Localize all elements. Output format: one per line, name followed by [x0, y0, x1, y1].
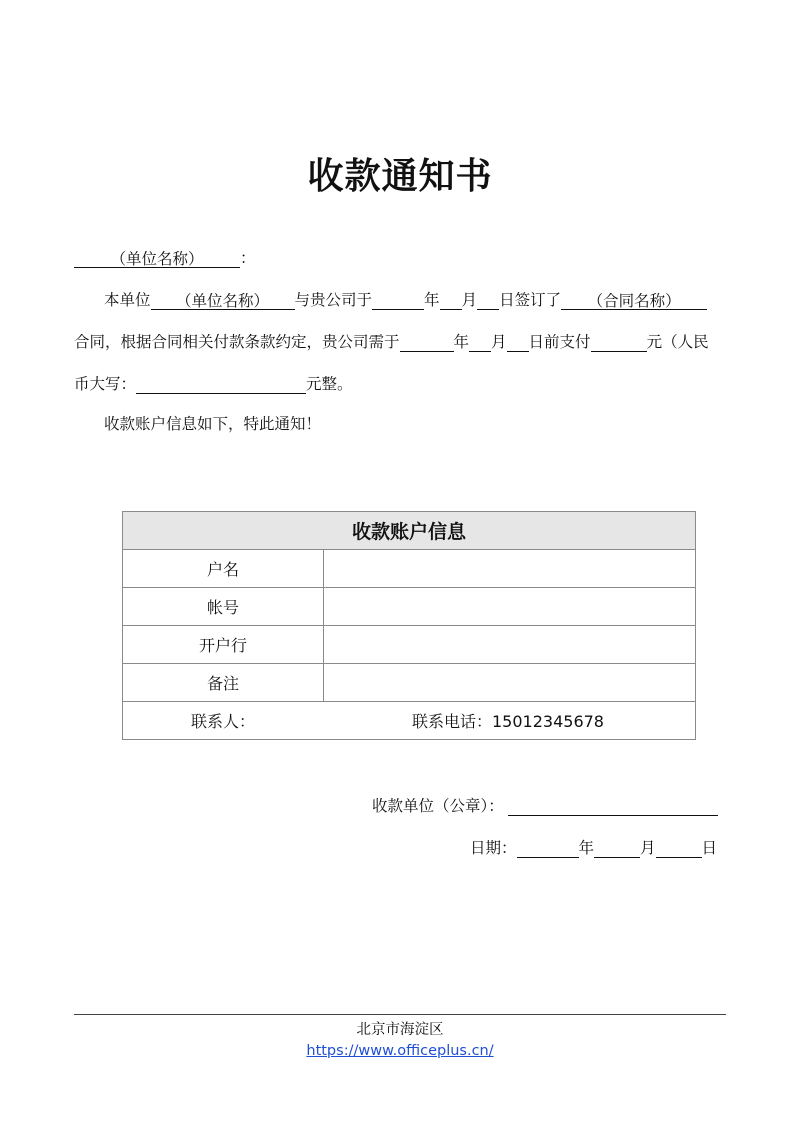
receiving-unit-blank[interactable] — [508, 797, 718, 816]
amount-words-suffix: 元整。 — [306, 375, 353, 393]
sign-year-blank[interactable] — [372, 291, 424, 310]
sign-day-blank[interactable] — [477, 291, 499, 310]
para1-intro: 本单位 — [104, 291, 151, 309]
account-table-header: 收款账户信息 — [123, 512, 696, 550]
unit-name-blank[interactable] — [151, 291, 295, 310]
pay-year-blank[interactable] — [400, 333, 454, 352]
contact-row — [123, 702, 696, 740]
account-name-label: 户名 — [123, 550, 324, 588]
footer-link-wrap — [0, 1043, 800, 1059]
pay-day-blank[interactable] — [507, 333, 529, 352]
contract-name-blank[interactable] — [561, 291, 707, 310]
footer-divider — [74, 1014, 726, 1015]
account-info-table — [122, 511, 696, 740]
contact-phone: 联系电话：15012345678 — [412, 712, 604, 731]
date-month-label: 月 — [640, 839, 656, 857]
account-number-label: 帐号 — [123, 588, 324, 626]
pay-month-label: 月 — [491, 333, 507, 351]
amount-words-blank[interactable] — [136, 375, 306, 394]
receiving-unit-line — [372, 794, 718, 816]
sign-day-label: 日签订了 — [499, 291, 562, 309]
footer-address: 北京市海淀区 — [356, 1022, 444, 1038]
remark-value[interactable] — [324, 664, 696, 702]
footer-url-link[interactable]: https://www.officeplus.cn/ — [306, 1043, 494, 1059]
date-year-label: 年 — [578, 839, 595, 857]
paragraph-line-1 — [104, 290, 707, 310]
para2-text: 合同，根据合同相关付款条款约定，贵公司需于 — [74, 333, 400, 351]
recipient-colon: ： — [240, 249, 256, 267]
receiving-unit-label: 收款单位（公章）： — [372, 797, 504, 815]
account-name-value[interactable] — [324, 550, 696, 588]
date-month-blank[interactable] — [594, 839, 640, 858]
sign-year-label: 年 — [424, 291, 440, 309]
amount-unit-label: 元（人民 — [646, 333, 709, 351]
table-row — [123, 626, 696, 664]
contact-person-label: 联系人： — [190, 712, 255, 731]
paragraph-line-2 — [74, 332, 709, 352]
pay-year-label: 年 — [453, 333, 470, 351]
unit-name-placeholder: （单位名称） — [176, 292, 270, 310]
bank-label: 开户行 — [123, 626, 324, 664]
document-title: 收款通知书 — [307, 156, 493, 197]
para1-text: 与贵公司于 — [294, 291, 373, 309]
para4-text: 收款账户信息如下，特此通知！ — [104, 415, 322, 433]
pay-day-label: 日前支付 — [528, 333, 591, 351]
recipient-blank[interactable] — [74, 249, 240, 268]
recipient-placeholder: （单位名称） — [110, 250, 204, 268]
date-year-blank[interactable] — [517, 839, 579, 858]
table-row — [123, 588, 696, 626]
table-row — [123, 664, 696, 702]
sign-month-label: 月 — [461, 291, 478, 309]
paragraph-line-3 — [74, 374, 353, 394]
recipient-line — [74, 248, 256, 268]
date-line — [470, 836, 717, 858]
sign-month-blank[interactable] — [440, 291, 462, 310]
pay-month-blank[interactable] — [469, 333, 491, 352]
bank-value[interactable] — [324, 626, 696, 664]
remark-label: 备注 — [123, 664, 324, 702]
amount-blank[interactable] — [591, 333, 647, 352]
table-row — [123, 550, 696, 588]
account-number-value[interactable] — [324, 588, 696, 626]
contract-name-placeholder: （合同名称） — [587, 292, 681, 310]
contact-cell — [123, 702, 696, 740]
paragraph-line-4 — [104, 414, 321, 434]
date-day-blank[interactable] — [656, 839, 702, 858]
date-day-label: 日 — [701, 839, 718, 857]
amount-words-prefix: 币大写： — [74, 375, 137, 393]
date-label: 日期： — [470, 839, 517, 857]
